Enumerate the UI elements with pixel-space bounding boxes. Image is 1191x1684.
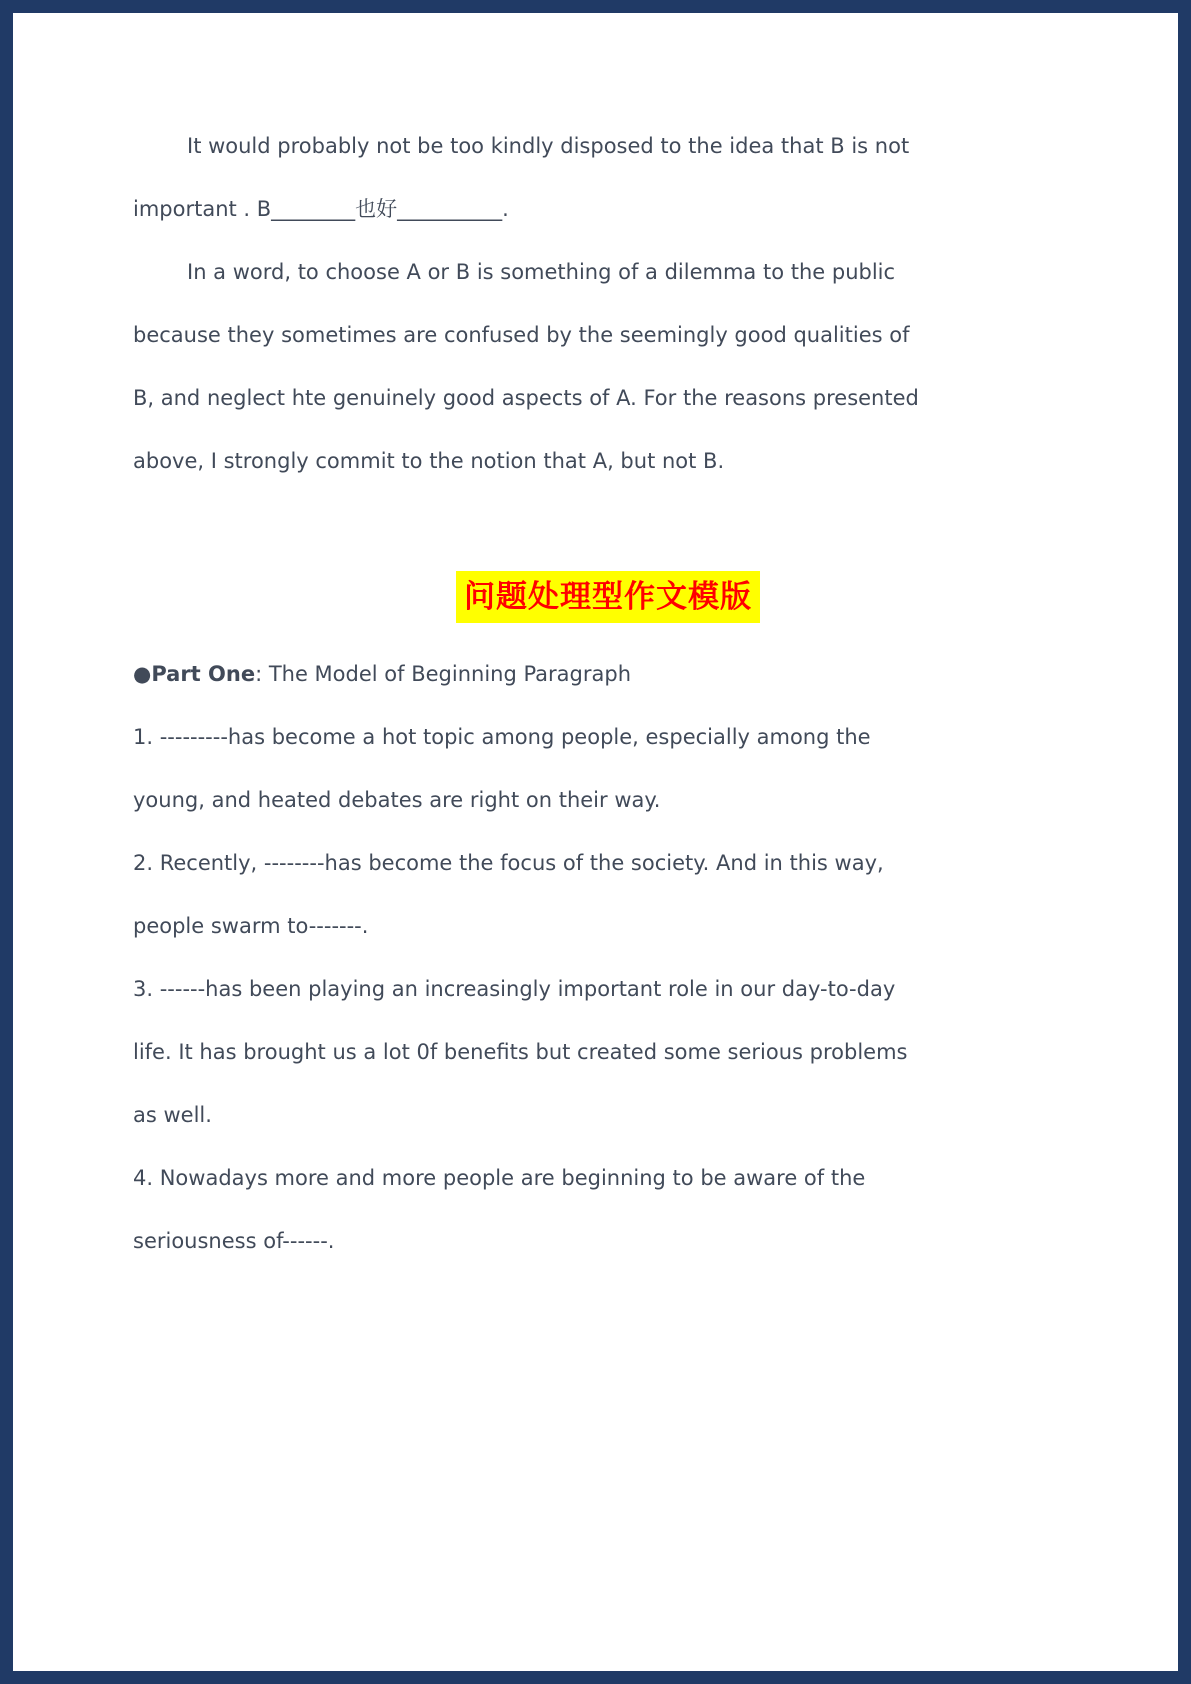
section-heading-row bbox=[133, 571, 1083, 627]
text-line: B, and neglect hte genuinely good aspects of A. For the reasons presented bbox=[133, 386, 919, 410]
section-heading: 问题处理型作文模版 bbox=[456, 571, 760, 623]
list-item-line: 3. ------has been playing an increasingly important role in our day-to-day bbox=[133, 977, 896, 1001]
list-item-line: life. It has brought us a lot 0f benefits but created some serious problems bbox=[133, 1040, 908, 1064]
text-line: important . B________也好__________. bbox=[133, 197, 509, 221]
text-line: In a word, to choose A or B is something of a dilemma to the public bbox=[187, 260, 896, 284]
part-one-label: ●Part One bbox=[133, 662, 256, 686]
list-item-line: as well. bbox=[133, 1103, 212, 1127]
list-item-line: young, and heated debates are right on their way. bbox=[133, 788, 661, 812]
list-item-line: 2. Recently, --------has become the focus of the society. And in this way, bbox=[133, 851, 884, 875]
text-line: because they sometimes are confused by the seemingly good qualities of bbox=[133, 323, 910, 347]
list-item-line: 4. Nowadays more and more people are beginning to be aware of the bbox=[133, 1166, 866, 1190]
text-line: It would probably not be too kindly disposed to the idea that B is not bbox=[187, 134, 910, 158]
text-line: above, I strongly commit to the notion that A, but not B. bbox=[133, 449, 725, 473]
part-one-line bbox=[133, 643, 1083, 706]
list-item-line: people swarm to-------. bbox=[133, 914, 369, 938]
list-item-line: seriousness of------. bbox=[133, 1229, 335, 1253]
document-content bbox=[13, 13, 1178, 1273]
list-item-line: 1. ---------has become a hot topic among people, especially among the bbox=[133, 725, 871, 749]
part-one-subtitle: : The Model of Beginning Paragraph bbox=[255, 662, 632, 686]
